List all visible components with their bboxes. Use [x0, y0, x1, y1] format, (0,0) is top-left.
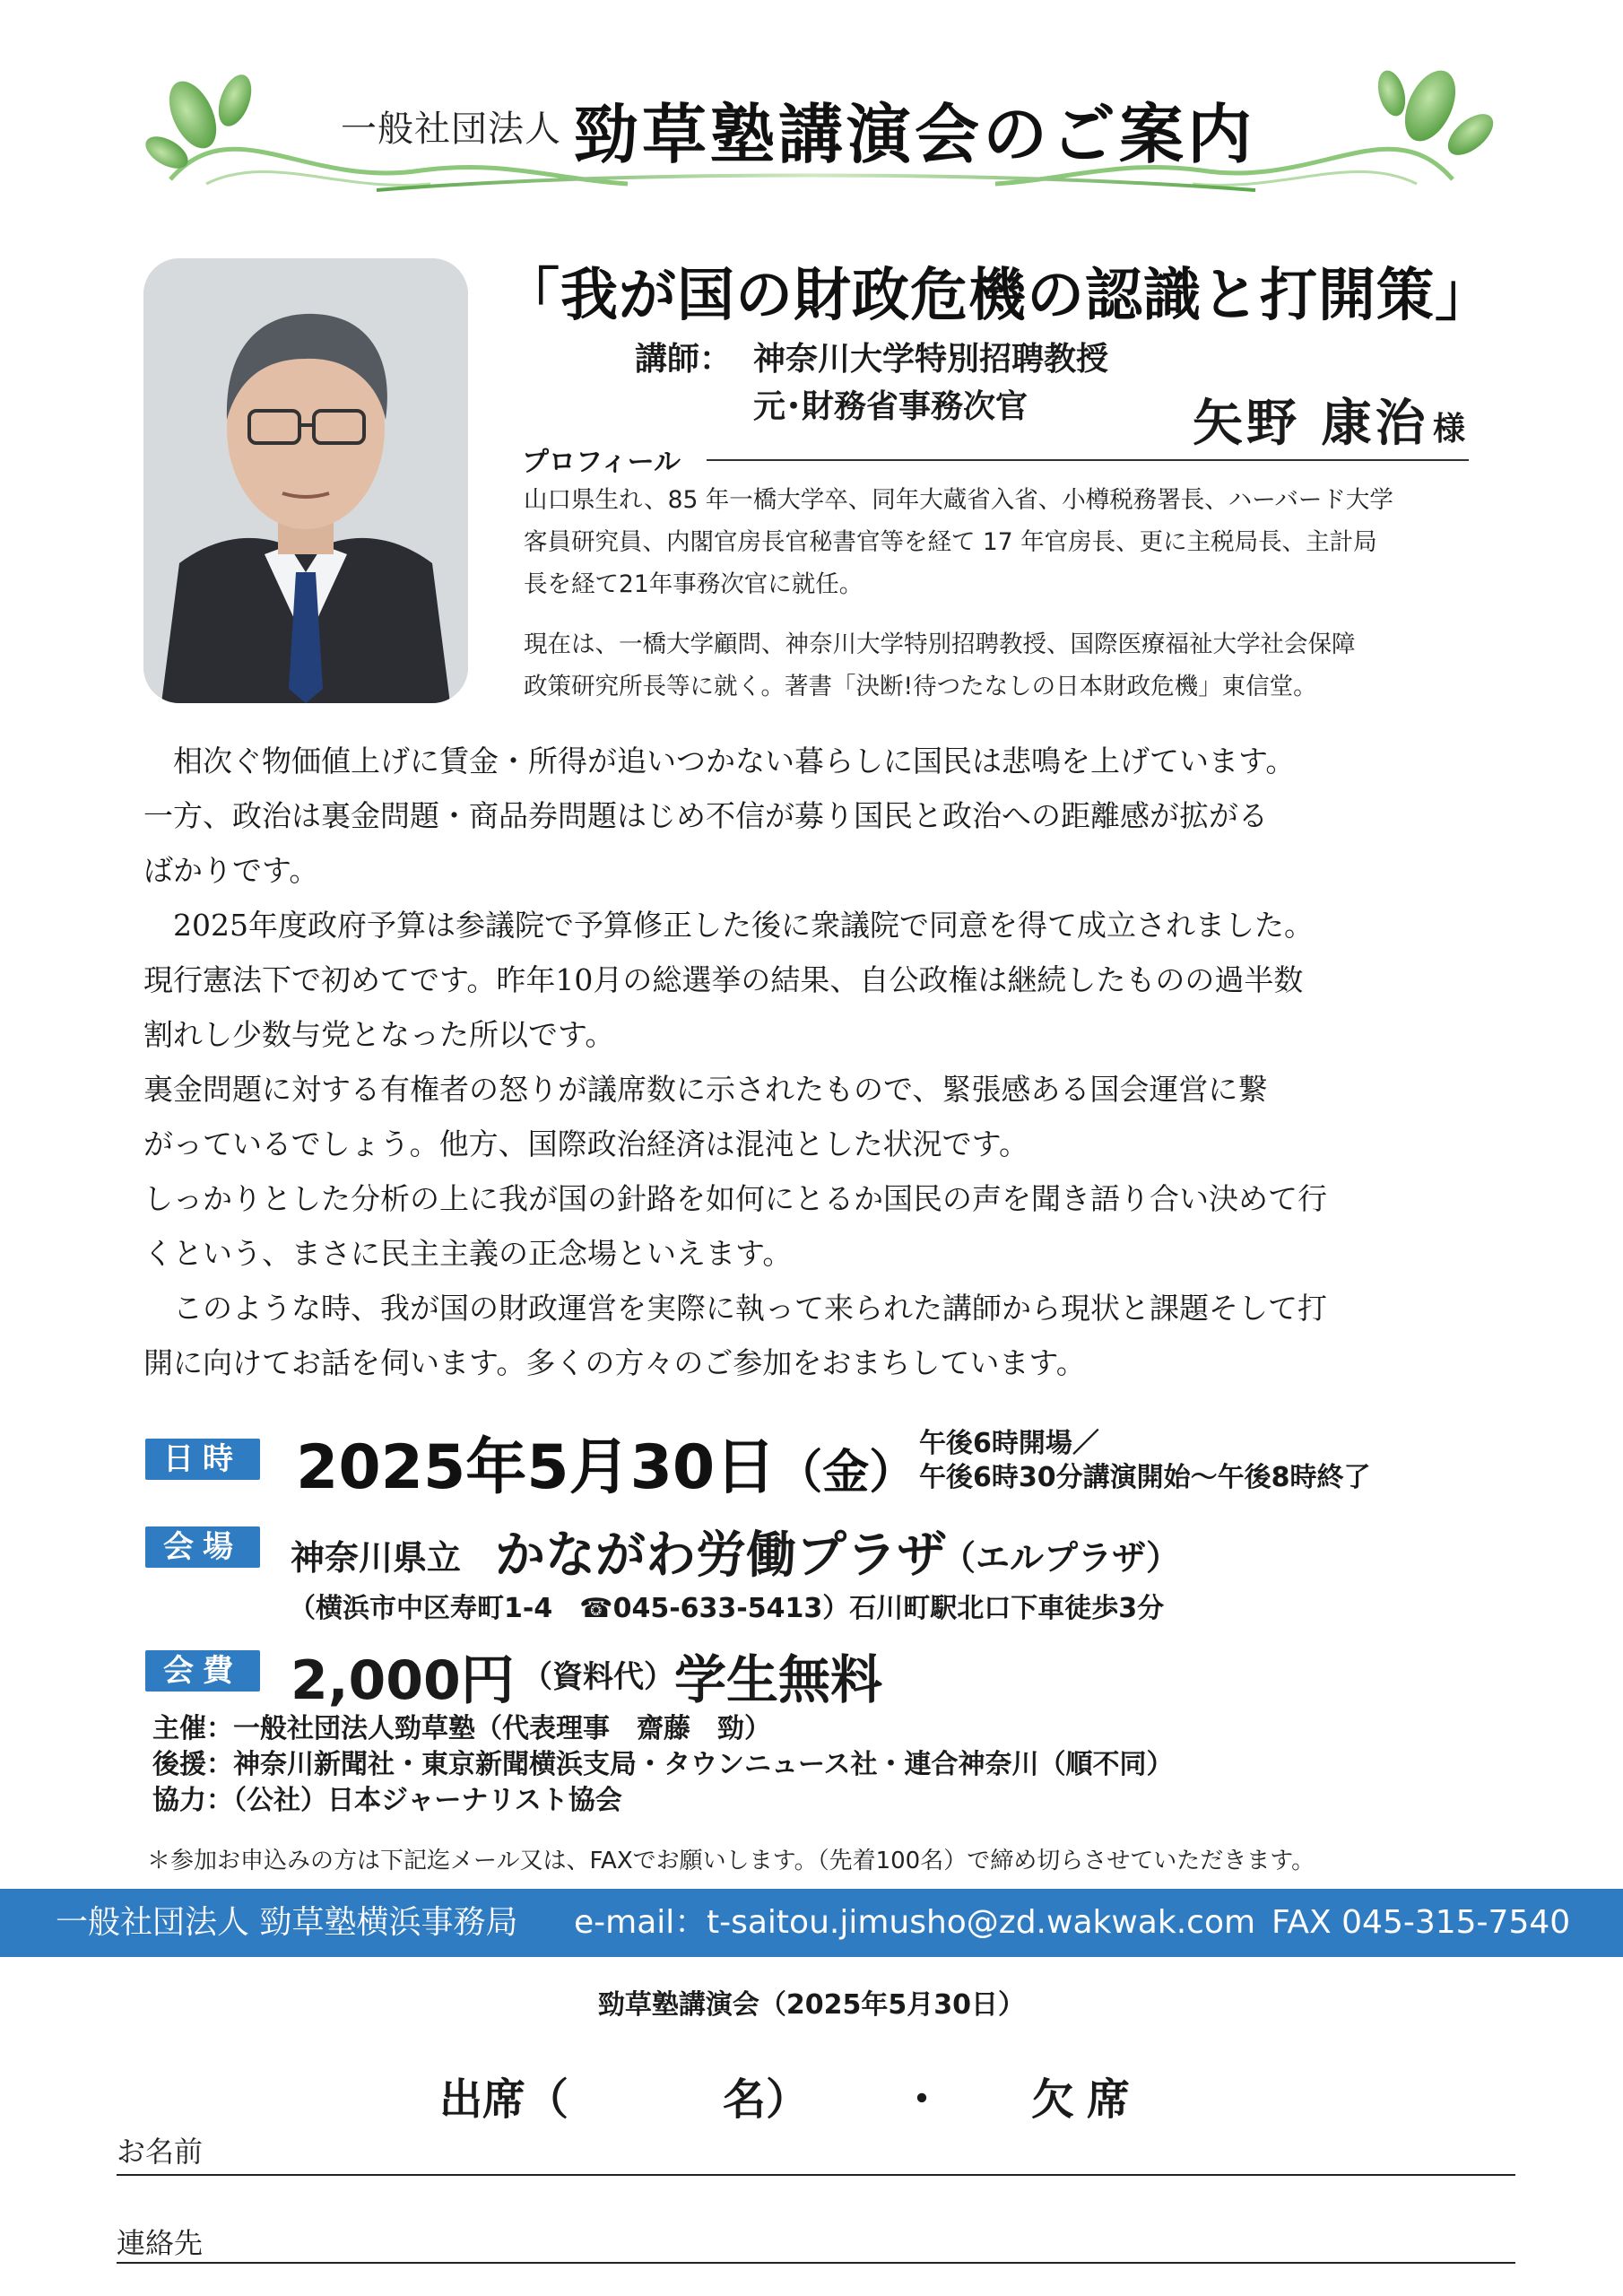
body-line: 2025年度政府予算は参議院で予算修正した後に衆議院で同意を得て成立されました。 — [143, 908, 1314, 943]
page-title: 勁草塾講演会のご案内 — [574, 96, 1256, 172]
profile-line: 客員研究員、内閣官房長官秘書官等を経て 17 年官房長、更に主税局長、主計局 — [524, 528, 1377, 556]
body-line: 一方、政治は裏金問題・商品券問題はじめ不信が募り国民と政治への距離感が拡がる — [143, 798, 1268, 833]
venue-prefecture: 神奈川県立 — [291, 1538, 462, 1578]
rsvp-title: 勁草塾講演会（2025年5月30日） — [597, 1989, 1026, 2021]
body-line: がっているでしょう。他方、国際政治経済は混沌とした状況です。 — [143, 1126, 1029, 1161]
body-line: くという、まさに民主主義の正念場といえます。 — [143, 1236, 793, 1271]
lecturer-honorific: 様 — [1433, 411, 1466, 448]
office-contact-bar — [0, 1889, 1623, 1957]
lecture-title: 「我が国の財政危機の認識と打開策」 — [502, 262, 1493, 329]
profile-divider — [707, 459, 1469, 461]
body-line: しっかりとした分析の上に我が国の針路を如何にとるか国民の声を聞き語り合い決めて行 — [143, 1181, 1327, 1216]
lecturer-photo — [143, 258, 468, 703]
body-line: ばかりです。 — [143, 853, 319, 888]
venue-nickname: （エルプラザ） — [942, 1538, 1181, 1578]
event-open-time: 午後6時開場／ — [919, 1428, 1099, 1459]
header — [0, 0, 1623, 224]
office-name: 一般社団法人 勁草塾横浜事務局 — [56, 1904, 518, 1941]
contact-field-label: 連絡先 — [117, 2226, 204, 2260]
fee-amount: 2,000円 — [291, 1649, 515, 1712]
cooperation: 協力：（公社）日本ジャーナリスト協会 — [152, 1785, 622, 1816]
email-label: e-mail： — [574, 1904, 707, 1941]
lecturer-label: 講師： — [635, 341, 733, 378]
lecturer-name: 矢野 康治 — [1193, 395, 1429, 453]
name-field[interactable] — [117, 2174, 1515, 2176]
venue-name: かながわ労働プラザ — [495, 1526, 947, 1585]
body-line: 割れし少数与党となった所以です。 — [143, 1017, 615, 1052]
profile-line: 政策研究所長等に就く。著書「決断!待つたなしの日本財政危機」東信堂。 — [524, 673, 1317, 700]
lecturer-role-current: 神奈川大学特別招聘教授 — [753, 341, 1109, 378]
profile-text — [524, 479, 1474, 708]
profile-line: 現在は、一橋大学顧問、神奈川大学特別招聘教授、国際医療福祉大学社会保障 — [524, 631, 1356, 658]
email-address[interactable]: t-saitou.jimusho@zd.wakwak.com — [707, 1904, 1256, 1941]
body-line: このような時、我が国の財政運営を実際に執って来られた講師から現状と課題そして打 — [143, 1291, 1327, 1326]
event-weekday: （金） — [776, 1446, 916, 1500]
event-time-detail: 午後6時30分講演開始～午後8時終了 — [919, 1462, 1371, 1493]
event-date — [296, 1419, 916, 1506]
application-note: ＊参加お申込みの方は下記迄メール又は、FAXでお願いします。（先着100名）で締め切らさせていただきます。 — [147, 1848, 1315, 1874]
fee-badge: 会費 — [145, 1650, 260, 1692]
fax-number: FAX 045-315-7540 — [1271, 1904, 1571, 1941]
attend-count-suffix: 名） — [723, 2074, 810, 2125]
venue-address: （横浜市中区寿町1-4 ☎045-633-5413）石川町駅北口下車徒歩3分 — [289, 1593, 1165, 1624]
body-line: 相次ぐ物価値上げに賃金・所得が追いつかない暮らしに国民は悲鳴を上げています。 — [143, 744, 1296, 778]
profile-line: 長を経て21年事務次官に就任。 — [524, 570, 864, 598]
date-badge: 日時 — [145, 1439, 260, 1480]
venue-badge: 会場 — [145, 1526, 260, 1568]
profile-line: 山口県生れ、85 年一橋大学卒、同年大蔵省入省、小樽税務署長、ハーバード大学 — [524, 486, 1393, 514]
body-line: 現行憲法下で初めてです。昨年10月の総選挙の結果、自公政権は継続したものの過半数 — [143, 962, 1304, 997]
supporters: 後援：神奈川新聞社・東京新聞横浜支局・タウンニュース社・連合神奈川（順不同） — [152, 1749, 1174, 1780]
absent-option[interactable]: 欠席 — [1031, 2074, 1143, 2125]
profile-heading: プロフィール — [522, 447, 681, 478]
body-line: 裏金問題に対する有権者の怒りが議席数に示されたもので、緊張感ある国会運営に繋 — [143, 1072, 1268, 1107]
body-text — [143, 734, 1488, 1390]
lecturer-role-former: 元･財務省事務次官 — [753, 388, 1028, 425]
name-field-label: お名前 — [117, 2135, 204, 2169]
student-free: 学生無料 — [674, 1649, 883, 1710]
sponsors — [152, 1711, 1174, 1819]
contact-field[interactable] — [117, 2262, 1515, 2264]
body-line: 開に向けてお話を伺います。多くの方々のご参加をおまちしています。 — [143, 1345, 1086, 1380]
header-org-label: 一般社団法人 — [341, 109, 561, 150]
fee-note: （資料代） — [522, 1659, 674, 1695]
event-date-value: 2025年5月30日 — [296, 1432, 777, 1503]
organizer: 主催：一般社団法人勁草塾（代表理事 齋藤 勁） — [152, 1713, 771, 1744]
attend-option[interactable]: 出席（ — [439, 2074, 569, 2125]
option-separator: ・ — [900, 2074, 944, 2125]
